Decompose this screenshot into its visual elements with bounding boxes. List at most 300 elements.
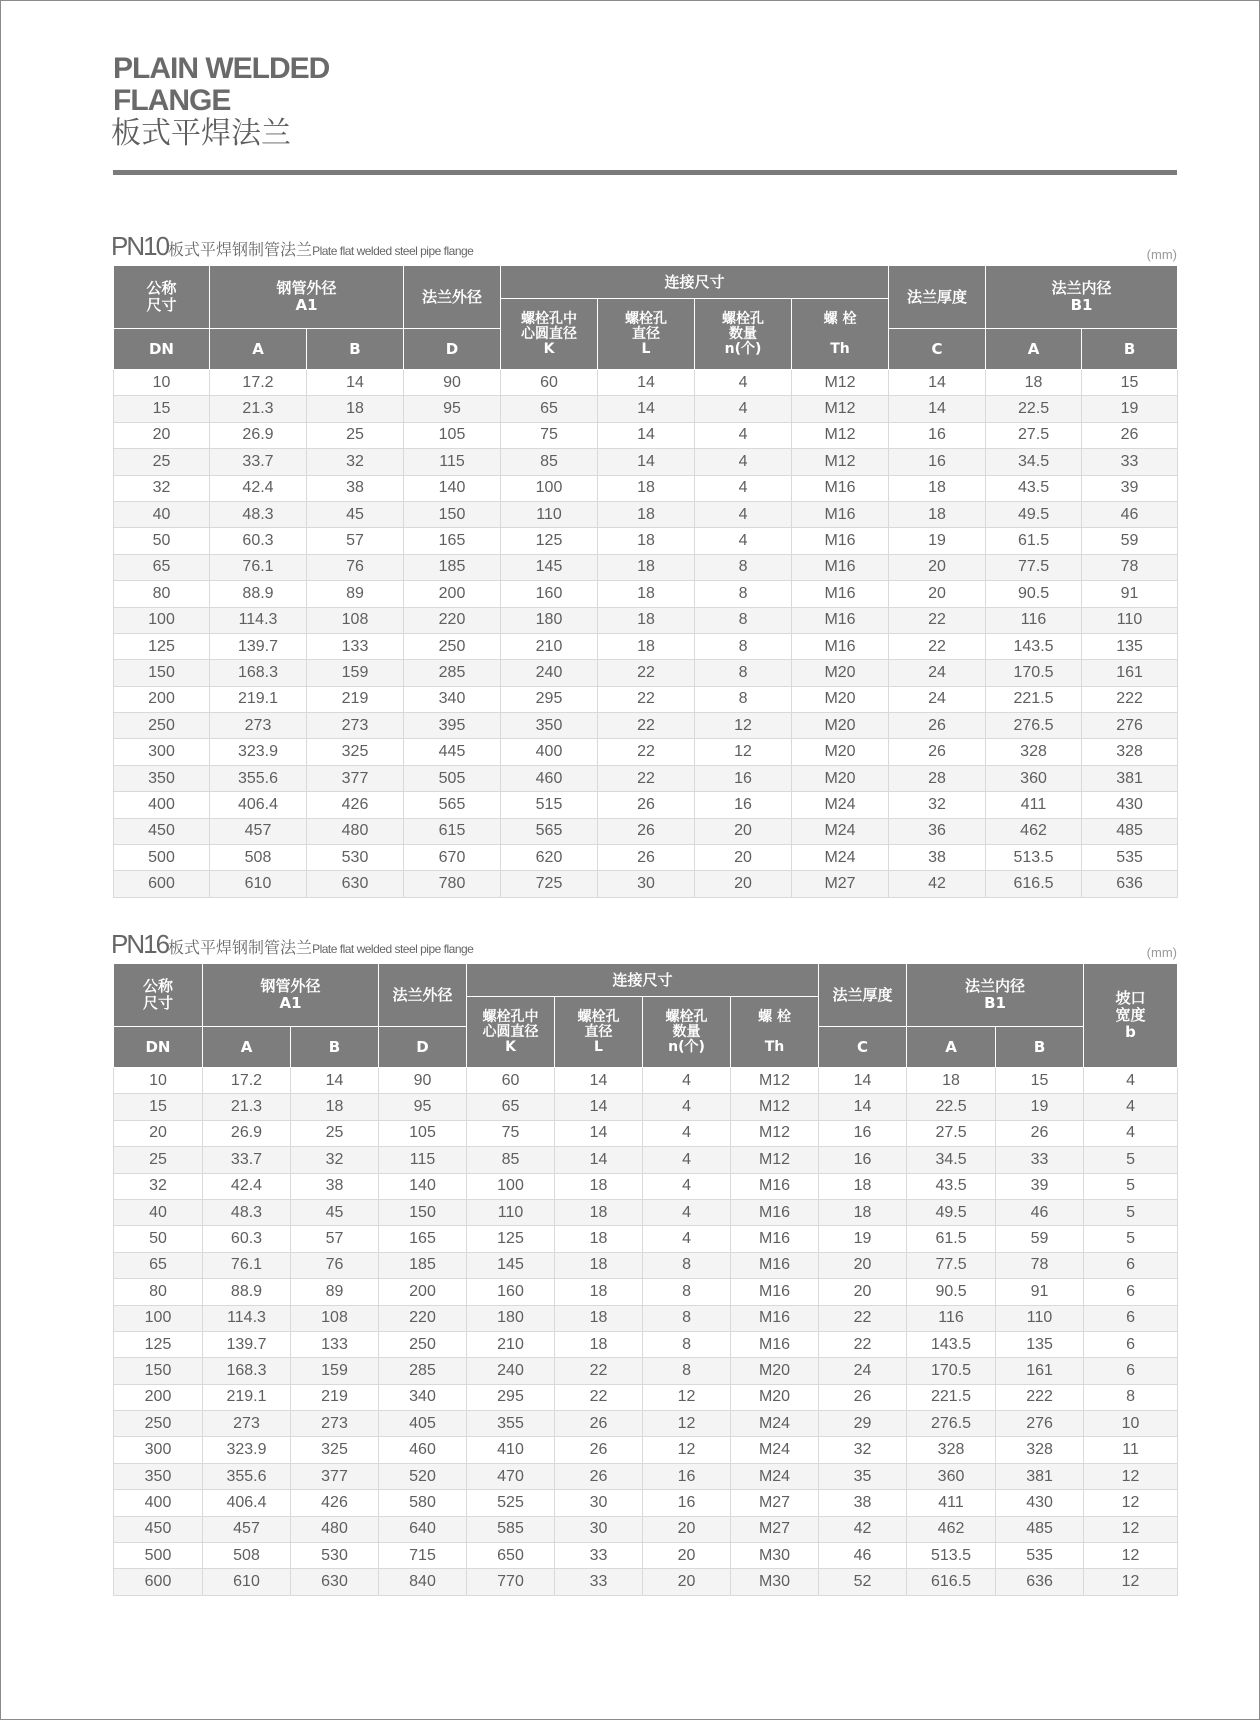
table-cell: 18 bbox=[555, 1226, 643, 1252]
table-cell: 273 bbox=[291, 1411, 379, 1437]
table-cell: M24 bbox=[731, 1411, 819, 1437]
header-inner-b: B bbox=[1082, 329, 1178, 370]
table-cell: 34.5 bbox=[986, 449, 1082, 475]
table-cell: 33 bbox=[555, 1543, 643, 1569]
table-cell: 4 bbox=[1084, 1094, 1178, 1120]
table-cell: 14 bbox=[889, 370, 986, 396]
table-cell: M16 bbox=[731, 1252, 819, 1278]
header-c: C bbox=[819, 1027, 907, 1068]
header-a: A bbox=[210, 329, 307, 370]
pn10-title-en: Plate flat welded steel pipe flange bbox=[312, 244, 474, 258]
table-cell: 100 bbox=[467, 1173, 555, 1199]
table-cell: 8 bbox=[643, 1331, 731, 1357]
table-cell: 14 bbox=[555, 1068, 643, 1094]
table-cell: 150 bbox=[379, 1199, 467, 1225]
table-cell: 8 bbox=[643, 1358, 731, 1384]
header-d: D bbox=[404, 329, 501, 370]
table-cell: 4 bbox=[695, 449, 792, 475]
table-cell: 405 bbox=[379, 1411, 467, 1437]
table-cell: 25 bbox=[114, 449, 210, 475]
table-cell: 45 bbox=[307, 501, 404, 527]
table-cell: 33.7 bbox=[210, 449, 307, 475]
table-cell: 210 bbox=[501, 633, 598, 659]
table-cell: 18 bbox=[555, 1305, 643, 1331]
table-cell: 49.5 bbox=[986, 501, 1082, 527]
table-row bbox=[114, 422, 1178, 448]
table-cell: 4 bbox=[695, 475, 792, 501]
header-pipe-od: 钢管外径 A1 bbox=[210, 266, 404, 329]
table-cell: 14 bbox=[555, 1094, 643, 1120]
table-cell: 170.5 bbox=[907, 1358, 996, 1384]
table-cell: 250 bbox=[379, 1331, 467, 1357]
table-cell: 221.5 bbox=[986, 686, 1082, 712]
table-cell: 19 bbox=[996, 1094, 1084, 1120]
header-dn: DN bbox=[114, 1027, 203, 1068]
table-cell: 65 bbox=[114, 1252, 203, 1278]
table-cell: 12 bbox=[643, 1437, 731, 1463]
table-cell: 411 bbox=[986, 792, 1082, 818]
table-cell: 42.4 bbox=[203, 1173, 291, 1199]
table-cell: 340 bbox=[404, 686, 501, 712]
table-cell: 46 bbox=[819, 1543, 907, 1569]
table-cell: 200 bbox=[404, 581, 501, 607]
table-cell: 150 bbox=[404, 501, 501, 527]
table-cell: 34.5 bbox=[907, 1147, 996, 1173]
table-cell: 40 bbox=[114, 1199, 203, 1225]
table-cell: 27.5 bbox=[986, 422, 1082, 448]
table-cell: 513.5 bbox=[986, 845, 1082, 871]
header-flange-od: 法兰外径 bbox=[379, 964, 467, 1027]
table-cell: 39 bbox=[996, 1173, 1084, 1199]
table-cell: 65 bbox=[467, 1094, 555, 1120]
table-cell: 135 bbox=[996, 1331, 1084, 1357]
table-cell: 46 bbox=[1082, 501, 1178, 527]
table-cell: 636 bbox=[1082, 871, 1178, 897]
table-cell: 20 bbox=[819, 1279, 907, 1305]
pn16-table-body bbox=[114, 1068, 1178, 1596]
table-cell: 276 bbox=[996, 1411, 1084, 1437]
table-cell: 520 bbox=[379, 1463, 467, 1489]
table-cell: 650 bbox=[467, 1543, 555, 1569]
pn10-section-title bbox=[111, 231, 473, 263]
pn16-section-title bbox=[111, 929, 473, 961]
table-cell: M16 bbox=[731, 1305, 819, 1331]
table-cell: 565 bbox=[404, 792, 501, 818]
table-cell: M12 bbox=[731, 1068, 819, 1094]
table-cell: M16 bbox=[792, 607, 889, 633]
table-cell: 88.9 bbox=[210, 581, 307, 607]
table-cell: 22.5 bbox=[986, 396, 1082, 422]
table-cell: 219.1 bbox=[203, 1384, 291, 1410]
table-cell: 110 bbox=[501, 501, 598, 527]
table-cell: 22 bbox=[819, 1331, 907, 1357]
table-cell: 20 bbox=[889, 581, 986, 607]
table-cell: 89 bbox=[291, 1279, 379, 1305]
table-cell: 18 bbox=[907, 1068, 996, 1094]
table-cell: 4 bbox=[695, 396, 792, 422]
pn10-label: PN10 bbox=[111, 231, 169, 261]
table-row bbox=[114, 1279, 1178, 1305]
table-cell: 95 bbox=[379, 1094, 467, 1120]
table-cell: 780 bbox=[404, 871, 501, 897]
table-cell: 95 bbox=[404, 396, 501, 422]
table-cell: 32 bbox=[291, 1147, 379, 1173]
table-cell: 20 bbox=[643, 1516, 731, 1542]
table-cell: 400 bbox=[114, 792, 210, 818]
table-cell: 14 bbox=[598, 449, 695, 475]
table-cell: 20 bbox=[114, 1120, 203, 1146]
table-cell: M12 bbox=[792, 396, 889, 422]
page-title-cn: 板式平焊法兰 bbox=[111, 116, 291, 151]
table-cell: M27 bbox=[731, 1490, 819, 1516]
table-cell: 27.5 bbox=[907, 1120, 996, 1146]
table-cell: 18 bbox=[819, 1199, 907, 1225]
table-cell: 295 bbox=[467, 1384, 555, 1410]
table-cell: 24 bbox=[889, 660, 986, 686]
table-cell: 18 bbox=[307, 396, 404, 422]
table-cell: 14 bbox=[819, 1094, 907, 1120]
table-cell: 143.5 bbox=[986, 633, 1082, 659]
table-cell: 114.3 bbox=[203, 1305, 291, 1331]
table-cell: 18 bbox=[598, 528, 695, 554]
table-cell: 17.2 bbox=[203, 1068, 291, 1094]
header-bolt-count: 螺栓孔 数量 n(个) bbox=[643, 997, 731, 1068]
table-cell: 89 bbox=[307, 581, 404, 607]
table-row bbox=[114, 581, 1178, 607]
table-cell: 530 bbox=[291, 1543, 379, 1569]
table-cell: 670 bbox=[404, 845, 501, 871]
table-cell: 426 bbox=[291, 1490, 379, 1516]
table-cell: 8 bbox=[1084, 1384, 1178, 1410]
table-cell: 36 bbox=[889, 818, 986, 844]
table-cell: 22 bbox=[889, 633, 986, 659]
table-cell: 100 bbox=[501, 475, 598, 501]
table-cell: 26 bbox=[598, 792, 695, 818]
table-cell: 16 bbox=[819, 1120, 907, 1146]
table-cell: 22 bbox=[889, 607, 986, 633]
table-cell: 616.5 bbox=[986, 871, 1082, 897]
header-connection: 连接尺寸 bbox=[467, 964, 819, 997]
table-cell: 406.4 bbox=[203, 1490, 291, 1516]
table-cell: 323.9 bbox=[210, 739, 307, 765]
table-cell: 285 bbox=[379, 1358, 467, 1384]
table-cell: 143.5 bbox=[907, 1331, 996, 1357]
table-cell: 30 bbox=[555, 1490, 643, 1516]
table-cell: 505 bbox=[404, 765, 501, 791]
table-cell: 276.5 bbox=[907, 1411, 996, 1437]
table-cell: 10 bbox=[1084, 1411, 1178, 1437]
table-cell: 20 bbox=[695, 871, 792, 897]
table-cell: 100 bbox=[114, 607, 210, 633]
table-cell: 33.7 bbox=[203, 1147, 291, 1173]
table-cell: 161 bbox=[1082, 660, 1178, 686]
table-cell: 4 bbox=[643, 1147, 731, 1173]
table-cell: 125 bbox=[467, 1226, 555, 1252]
table-cell: 328 bbox=[1082, 739, 1178, 765]
table-cell: 77.5 bbox=[986, 554, 1082, 580]
table-cell: 14 bbox=[598, 370, 695, 396]
table-cell: 26.9 bbox=[210, 422, 307, 448]
title-divider bbox=[113, 170, 1177, 175]
table-cell: 22 bbox=[598, 713, 695, 739]
table-cell: 535 bbox=[1082, 845, 1178, 871]
table-cell: 185 bbox=[379, 1252, 467, 1278]
table-cell: 381 bbox=[996, 1463, 1084, 1489]
table-cell: 4 bbox=[643, 1094, 731, 1120]
header-d: D bbox=[379, 1027, 467, 1068]
table-cell: 219 bbox=[291, 1384, 379, 1410]
table-cell: 80 bbox=[114, 581, 210, 607]
table-cell: 42 bbox=[889, 871, 986, 897]
table-cell: 22 bbox=[555, 1384, 643, 1410]
pn10-table bbox=[113, 265, 1178, 898]
table-cell: 170.5 bbox=[986, 660, 1082, 686]
table-cell: 33 bbox=[1082, 449, 1178, 475]
table-cell: 91 bbox=[996, 1279, 1084, 1305]
header-bolt-count: 螺栓孔 数量 n(个) bbox=[695, 299, 792, 370]
table-cell: 90 bbox=[404, 370, 501, 396]
table-cell: 400 bbox=[114, 1490, 203, 1516]
table-cell: 61.5 bbox=[986, 528, 1082, 554]
header-bolt-circle: 螺栓孔中 心圆直径 K bbox=[467, 997, 555, 1068]
table-cell: 12 bbox=[1084, 1516, 1178, 1542]
page-title-en bbox=[113, 53, 329, 117]
table-row bbox=[114, 1411, 1178, 1437]
table-cell: 381 bbox=[1082, 765, 1178, 791]
table-cell: 219.1 bbox=[210, 686, 307, 712]
table-cell: 21.3 bbox=[210, 396, 307, 422]
table-row bbox=[114, 1358, 1178, 1384]
table-cell: 4 bbox=[643, 1173, 731, 1199]
header-pipe-od: 钢管外径 A1 bbox=[203, 964, 379, 1027]
table-cell: M12 bbox=[731, 1094, 819, 1120]
table-cell: 48.3 bbox=[203, 1199, 291, 1225]
table-cell: 4 bbox=[643, 1199, 731, 1225]
table-cell: 20 bbox=[643, 1543, 731, 1569]
table-cell: 65 bbox=[114, 554, 210, 580]
table-cell: 110 bbox=[1082, 607, 1178, 633]
header-b: B bbox=[291, 1027, 379, 1068]
table-cell: 90.5 bbox=[986, 581, 1082, 607]
table-cell: 20 bbox=[889, 554, 986, 580]
table-cell: 76.1 bbox=[210, 554, 307, 580]
table-row bbox=[114, 792, 1178, 818]
table-cell: 4 bbox=[695, 528, 792, 554]
table-cell: 22 bbox=[598, 660, 695, 686]
table-row bbox=[114, 1199, 1178, 1225]
table-cell: M16 bbox=[792, 554, 889, 580]
table-cell: 725 bbox=[501, 871, 598, 897]
table-cell: 6 bbox=[1084, 1358, 1178, 1384]
table-cell: 160 bbox=[467, 1279, 555, 1305]
table-row bbox=[114, 1305, 1178, 1331]
table-row bbox=[114, 818, 1178, 844]
header-inner-diameter: 法兰内径 B1 bbox=[986, 266, 1178, 329]
table-cell: 30 bbox=[555, 1516, 643, 1542]
table-cell: 219 bbox=[307, 686, 404, 712]
table-cell: 220 bbox=[404, 607, 501, 633]
table-cell: 4 bbox=[643, 1068, 731, 1094]
table-cell: 60.3 bbox=[210, 528, 307, 554]
table-cell: 65 bbox=[501, 396, 598, 422]
table-cell: 12 bbox=[1084, 1463, 1178, 1489]
table-cell: 18 bbox=[598, 607, 695, 633]
title-en-line-2: FLANGE bbox=[113, 84, 231, 117]
table-cell: 585 bbox=[467, 1516, 555, 1542]
header-thickness: 法兰厚度 bbox=[819, 964, 907, 1027]
table-cell: 325 bbox=[291, 1437, 379, 1463]
table-cell: 50 bbox=[114, 528, 210, 554]
header-bolt-hole: 螺栓孔 直径 L bbox=[555, 997, 643, 1068]
table-cell: 450 bbox=[114, 1516, 203, 1542]
table-cell: 18 bbox=[291, 1094, 379, 1120]
table-cell: 15 bbox=[114, 396, 210, 422]
table-cell: 22 bbox=[819, 1305, 907, 1331]
table-cell: 159 bbox=[307, 660, 404, 686]
header-connection: 连接尺寸 bbox=[501, 266, 889, 299]
table-cell: 114.3 bbox=[210, 607, 307, 633]
table-cell: 400 bbox=[501, 739, 598, 765]
table-cell: M30 bbox=[731, 1569, 819, 1595]
table-cell: 168.3 bbox=[210, 660, 307, 686]
table-cell: 5 bbox=[1084, 1147, 1178, 1173]
table-cell: M20 bbox=[792, 660, 889, 686]
table-cell: 222 bbox=[1082, 686, 1178, 712]
table-cell: M27 bbox=[792, 871, 889, 897]
table-row bbox=[114, 713, 1178, 739]
table-cell: 14 bbox=[889, 396, 986, 422]
table-cell: 360 bbox=[907, 1463, 996, 1489]
table-cell: 14 bbox=[819, 1068, 907, 1094]
table-cell: 48.3 bbox=[210, 501, 307, 527]
table-cell: 210 bbox=[467, 1331, 555, 1357]
table-cell: M27 bbox=[731, 1516, 819, 1542]
table-cell: 600 bbox=[114, 871, 210, 897]
table-cell: M16 bbox=[731, 1226, 819, 1252]
table-cell: 12 bbox=[1084, 1569, 1178, 1595]
header-a: A bbox=[203, 1027, 291, 1068]
table-cell: 4 bbox=[643, 1226, 731, 1252]
table-cell: 33 bbox=[996, 1147, 1084, 1173]
table-cell: 580 bbox=[379, 1490, 467, 1516]
table-cell: 35 bbox=[819, 1463, 907, 1489]
table-cell: 377 bbox=[307, 765, 404, 791]
table-cell: 22 bbox=[598, 686, 695, 712]
table-cell: 16 bbox=[889, 422, 986, 448]
table-cell: 8 bbox=[643, 1279, 731, 1305]
table-cell: 50 bbox=[114, 1226, 203, 1252]
pn16-label: PN16 bbox=[111, 929, 169, 959]
table-cell: M12 bbox=[731, 1147, 819, 1173]
table-cell: M20 bbox=[792, 739, 889, 765]
table-cell: 4 bbox=[695, 422, 792, 448]
table-cell: 25 bbox=[291, 1120, 379, 1146]
table-cell: 133 bbox=[291, 1331, 379, 1357]
table-cell: 78 bbox=[996, 1252, 1084, 1278]
table-cell: 426 bbox=[307, 792, 404, 818]
table-cell: 4 bbox=[695, 370, 792, 396]
table-cell: 10 bbox=[114, 370, 210, 396]
table-cell: 480 bbox=[291, 1516, 379, 1542]
table-cell: 500 bbox=[114, 1543, 203, 1569]
table-cell: 18 bbox=[889, 475, 986, 501]
table-cell: M12 bbox=[792, 449, 889, 475]
table-row bbox=[114, 1331, 1178, 1357]
table-cell: 180 bbox=[467, 1305, 555, 1331]
table-row bbox=[114, 1173, 1178, 1199]
table-cell: 355.6 bbox=[210, 765, 307, 791]
header-flange-od: 法兰外径 bbox=[404, 266, 501, 329]
table-cell: 530 bbox=[307, 845, 404, 871]
table-cell: 485 bbox=[996, 1516, 1084, 1542]
table-cell: M16 bbox=[792, 501, 889, 527]
table-cell: 770 bbox=[467, 1569, 555, 1595]
table-cell: 145 bbox=[467, 1252, 555, 1278]
table-cell: 42 bbox=[819, 1516, 907, 1542]
table-cell: 21.3 bbox=[203, 1094, 291, 1120]
table-cell: 636 bbox=[996, 1569, 1084, 1595]
table-cell: 250 bbox=[404, 633, 501, 659]
table-cell: 139.7 bbox=[210, 633, 307, 659]
table-cell: 273 bbox=[307, 713, 404, 739]
table-row bbox=[114, 396, 1178, 422]
table-cell: 77.5 bbox=[907, 1252, 996, 1278]
table-cell: 16 bbox=[819, 1147, 907, 1173]
pn16-table bbox=[113, 963, 1178, 1596]
table-cell: 26 bbox=[889, 739, 986, 765]
table-cell: 145 bbox=[501, 554, 598, 580]
table-cell: 160 bbox=[501, 581, 598, 607]
table-row bbox=[114, 686, 1178, 712]
table-row bbox=[114, 660, 1178, 686]
table-cell: 38 bbox=[889, 845, 986, 871]
header-bevel-width: 坡口 宽度 b bbox=[1084, 964, 1178, 1068]
table-cell: 4 bbox=[643, 1120, 731, 1146]
table-cell: 18 bbox=[598, 475, 695, 501]
table-cell: 32 bbox=[114, 475, 210, 501]
table-cell: 14 bbox=[598, 396, 695, 422]
table-cell: 24 bbox=[819, 1358, 907, 1384]
table-cell: 116 bbox=[986, 607, 1082, 633]
table-cell: 8 bbox=[695, 633, 792, 659]
table-row bbox=[114, 1120, 1178, 1146]
table-cell: 460 bbox=[501, 765, 598, 791]
table-cell: 8 bbox=[643, 1305, 731, 1331]
table-row bbox=[114, 765, 1178, 791]
table-cell: 39 bbox=[1082, 475, 1178, 501]
table-cell: M16 bbox=[792, 633, 889, 659]
table-cell: 125 bbox=[501, 528, 598, 554]
pn16-title-cn: 板式平焊钢制管法兰 bbox=[168, 938, 313, 957]
table-cell: 525 bbox=[467, 1490, 555, 1516]
table-cell: 5 bbox=[1084, 1199, 1178, 1225]
table-cell: 276 bbox=[1082, 713, 1178, 739]
table-cell: 18 bbox=[555, 1279, 643, 1305]
table-cell: 43.5 bbox=[907, 1173, 996, 1199]
table-cell: 108 bbox=[291, 1305, 379, 1331]
table-cell: 19 bbox=[889, 528, 986, 554]
table-cell: 480 bbox=[307, 818, 404, 844]
table-cell: 57 bbox=[291, 1226, 379, 1252]
table-cell: 620 bbox=[501, 845, 598, 871]
table-cell: 22 bbox=[598, 765, 695, 791]
table-cell: 26 bbox=[598, 845, 695, 871]
table-cell: M16 bbox=[731, 1331, 819, 1357]
table-cell: M24 bbox=[731, 1437, 819, 1463]
table-row bbox=[114, 739, 1178, 765]
table-cell: 250 bbox=[114, 713, 210, 739]
table-cell: 165 bbox=[379, 1226, 467, 1252]
